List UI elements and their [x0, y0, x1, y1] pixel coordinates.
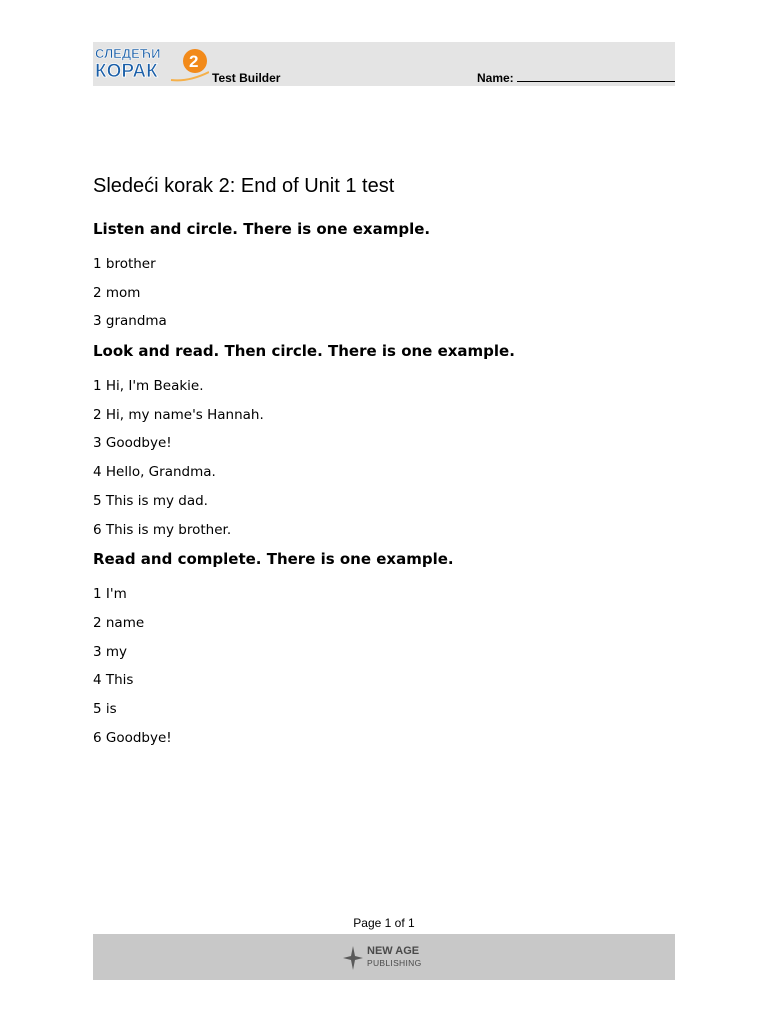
- list-item: 2 Hi, my name's Hannah.: [93, 406, 264, 423]
- list-item: 3 Goodbye!: [93, 435, 172, 452]
- list-item: 6 Goodbye!: [93, 729, 172, 746]
- header-title: Test Builder: [212, 71, 281, 85]
- list-item: 3 my: [93, 643, 128, 660]
- logo-text-line2: КОРАК: [95, 61, 158, 82]
- footer-bar: [93, 934, 675, 980]
- sledeci-korak-logo: [93, 44, 209, 84]
- logo-number: 2: [189, 52, 199, 71]
- publisher-logo: [343, 943, 433, 973]
- name-field[interactable]: [477, 71, 675, 85]
- publisher-line2: PUBLISHING: [367, 958, 422, 968]
- list-item: 1 I'm: [93, 586, 127, 603]
- list-item: 1 brother: [93, 256, 156, 272]
- list-item: 5 is: [93, 700, 117, 717]
- list-item: 5 This is my dad.: [93, 492, 208, 509]
- logo-swoosh: [171, 72, 209, 80]
- page-number: Page 1 of 1: [353, 916, 415, 930]
- section-heading: Read and complete. There is one example.: [93, 550, 454, 569]
- section-look-read: [93, 336, 673, 544]
- header-bar: [93, 42, 675, 86]
- list-item: 1 Hi, I'm Beakie.: [93, 378, 204, 395]
- name-label: Name:: [477, 71, 514, 85]
- logo-text-line1: СЛЕДЕЋИ: [95, 46, 161, 61]
- section-heading: Listen and circle. There is one example.: [93, 220, 431, 238]
- section-heading: Look and read. Then circle. There is one example.: [93, 342, 515, 361]
- list-item: 4 Hello, Grandma.: [93, 464, 216, 481]
- list-item: 3 grandma: [93, 313, 167, 330]
- list-item: 2 name: [93, 614, 145, 631]
- list-item: 6 This is my brother.: [93, 521, 232, 538]
- test-content: [93, 172, 673, 752]
- document-title: Sledeći korak 2: End of Unit 1 test: [93, 175, 395, 197]
- section-read-complete: [93, 544, 673, 752]
- publisher-name: [367, 945, 422, 969]
- section-listen-circle: [93, 214, 673, 336]
- publisher-line1: NEW AGE: [367, 945, 420, 957]
- list-item: 2 mom: [93, 284, 141, 301]
- name-line[interactable]: [517, 71, 675, 82]
- compass-icon: [343, 946, 363, 970]
- list-item: 4 This: [93, 672, 134, 689]
